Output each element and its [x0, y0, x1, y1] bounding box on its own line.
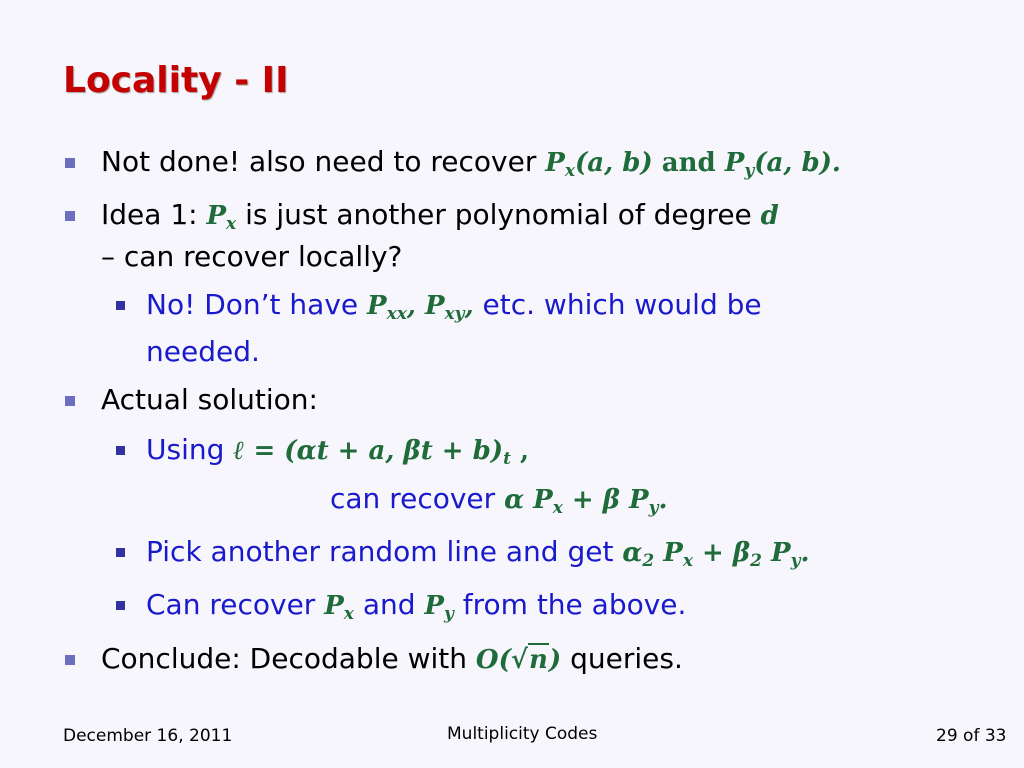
bullet-marker [65, 158, 75, 168]
math-px: $P_x$ [206, 201, 237, 234]
bullet-text: Pick another random line and get [146, 535, 623, 568]
bullet-text: Can recover [146, 588, 325, 621]
math-px: $P_x$ [324, 591, 354, 624]
bullet-text: Actual solution: [101, 383, 318, 416]
footer-page-number: 29 of 33 [936, 726, 1007, 746]
math-d: d [760, 201, 779, 231]
bullet-recover [101, 145, 841, 180]
footer-center-title: Multiplicity Codes [447, 724, 598, 744]
bullet-marker [65, 211, 75, 221]
subbullet-using-line2 [330, 482, 668, 517]
bullet-text: Using [146, 433, 234, 466]
subbullet-no [146, 288, 762, 323]
bullet-marker [65, 396, 75, 406]
footer-date: December 16, 2011 [63, 726, 233, 746]
subbullet-can-recover [146, 588, 686, 623]
math-combination: α $P_x + \beta$ $P_y$. [504, 485, 668, 518]
bullet-text: etc. which would be [473, 288, 762, 321]
bullet-marker [116, 446, 125, 455]
bullet-marker [116, 301, 125, 310]
bullet-idea-1 [101, 198, 779, 233]
math-big-o-sqrt-n: O(√n) [475, 645, 562, 675]
bullet-marker [116, 548, 125, 557]
bullet-text: from the above. [453, 588, 687, 621]
bullet-text: Idea 1: [101, 198, 207, 231]
bullet-text: Conclude: Decodable with [101, 642, 476, 675]
bullet-text: No! Don’t have [146, 288, 368, 321]
bullet-actual-solution [101, 383, 318, 417]
bullet-text: queries. [561, 642, 683, 675]
math-px-ab: $P_x(a$, b) and $P_y(a$, b). [545, 148, 841, 181]
bullet-text: is just another polynomial of degree [236, 198, 761, 231]
bullet-text: can recover [330, 482, 505, 515]
subbullet-using [146, 433, 529, 468]
math-line-def: ℓ = (αt + a, $\beta t + b)_t$ , [233, 436, 530, 469]
bullet-idea-1-line2: – can recover locally? [101, 240, 403, 273]
bullet-text: and [353, 588, 425, 621]
bullet-text: Not done! also need to recover [101, 145, 546, 178]
bullet-marker [65, 655, 75, 665]
subbullet-no-line2: needed. [146, 335, 260, 368]
subbullet-pick-line [146, 535, 810, 570]
slide-title: Locality - II [63, 60, 289, 101]
bullet-marker [116, 601, 125, 610]
math-pxx-pxy: $P_{xx}$, $P_{xy}$, [367, 291, 474, 324]
bullet-conclude [101, 642, 683, 677]
math-py: $P_y$ [424, 591, 454, 624]
math-combination-2: $\alpha_2$ $P_x + \beta_2$ $P_y$. [622, 538, 810, 571]
